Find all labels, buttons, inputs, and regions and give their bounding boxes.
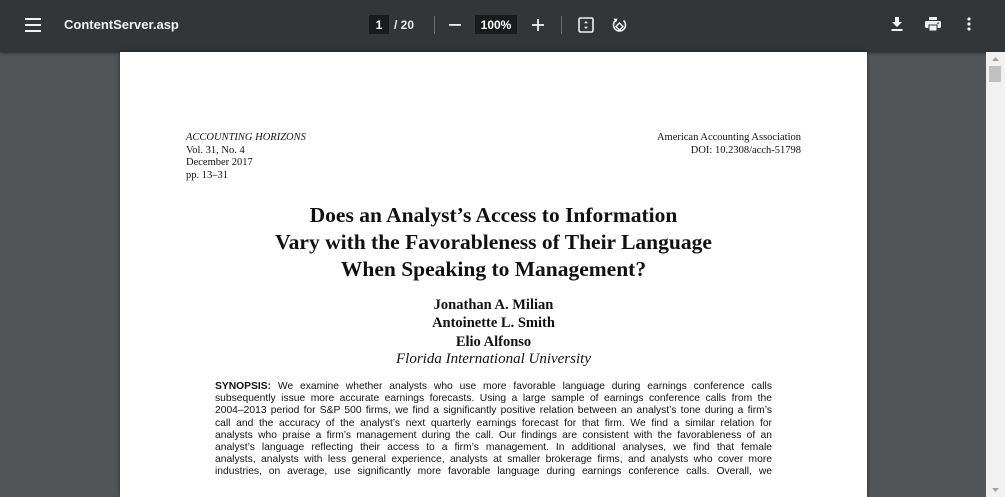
menu-icon — [25, 18, 41, 32]
zoom-out-button[interactable] — [444, 14, 466, 36]
synopsis-line: 2004–2013 period for S&P 500 firms, we find a significantly positive relation between an analyst’s tone during a firm’s — [215, 405, 772, 417]
document-viewer — [0, 52, 986, 497]
more-actions-button[interactable] — [959, 13, 979, 35]
author-name: Antoinette L. Smith — [432, 315, 555, 332]
paper-title — [120, 202, 867, 283]
toolbar-divider — [561, 16, 562, 34]
publisher-info — [657, 132, 801, 157]
author-affiliation: Florida International University — [396, 351, 591, 367]
vertical-scrollbar[interactable] — [986, 52, 1005, 497]
scrollbar-thumb[interactable] — [989, 66, 1001, 82]
arrow-down-icon — [992, 488, 999, 492]
publisher-name: American Accounting Association — [656, 132, 801, 143]
page-number-input[interactable]: 1 — [369, 15, 389, 34]
download-icon — [891, 17, 903, 31]
document-title: ContentServer.asp — [64, 16, 179, 32]
synopsis-line: industries, on average, use significantly more favorable language during earnings conference calls. Overall, we — [215, 466, 772, 478]
page-total: / 20 — [394, 17, 415, 32]
title-line: Vary with the Favorableness of Their Language — [275, 230, 712, 254]
menu-button[interactable] — [18, 10, 48, 40]
journal-citation — [186, 132, 306, 182]
author-list — [120, 296, 867, 351]
fit-to-page-button[interactable] — [575, 14, 597, 36]
rotate-icon — [611, 17, 628, 34]
zoom-level-input[interactable]: 100% — [475, 15, 517, 34]
synopsis — [215, 381, 772, 479]
synopsis-line: analyst’s language reflecting their access to a firm’s management. In additional analyses, we find that female — [215, 442, 772, 454]
title-line: When Speaking to Management? — [340, 257, 647, 281]
synopsis-line: subsequently issue more accurate earnings forecasts. Using a large sample of earnings conference calls from the — [215, 393, 772, 405]
zoom-in-button[interactable] — [527, 14, 549, 36]
synopsis-line: analysts, analysts with less general experience, analysts at smaller brokerage firms, and analysts who cover more — [215, 454, 772, 466]
author-name: Elio Alfonso — [455, 333, 532, 350]
print-button[interactable] — [922, 13, 944, 35]
title-line: Does an Analyst’s Access to Information — [309, 203, 678, 227]
synopsis-label: SYNOPSIS: — [215, 381, 272, 392]
synopsis-line — [215, 381, 772, 393]
toolbar-divider — [434, 16, 435, 34]
synopsis-text: We examine whether analysts who use more favorable language during earnings conference calls — [271, 381, 772, 392]
journal-name: ACCOUNTING HORIZONS — [186, 132, 306, 143]
pdf-page — [120, 52, 867, 497]
journal-date: December 2017 — [186, 157, 253, 168]
journal-pages: pp. 13–31 — [186, 169, 228, 181]
zoom-out-icon — [449, 19, 461, 31]
scroll-down-button[interactable] — [986, 483, 1005, 497]
synopsis-line: analysts who praise a firm’s management during the call. Our findings are consistent with the favorableness of an — [215, 429, 772, 441]
zoom-in-icon — [532, 19, 544, 31]
synopsis-line: call and the accuracy of the analyst’s next quarterly earnings forecast for that firm. We find a similar relation for — [215, 417, 772, 429]
scroll-up-button[interactable] — [986, 52, 1005, 66]
doi: DOI: 10.2308/acch-51798 — [690, 144, 801, 156]
download-button[interactable] — [886, 13, 908, 35]
more-vert-icon — [967, 17, 971, 31]
author-name: Jonathan A. Milian — [433, 297, 554, 313]
fit-to-page-icon — [578, 17, 594, 33]
arrow-up-icon — [992, 57, 999, 61]
pdf-toolbar — [0, 0, 1005, 52]
journal-volume: Vol. 31, No. 4 — [186, 144, 245, 156]
rotate-button[interactable] — [608, 14, 630, 36]
print-icon — [925, 17, 941, 31]
